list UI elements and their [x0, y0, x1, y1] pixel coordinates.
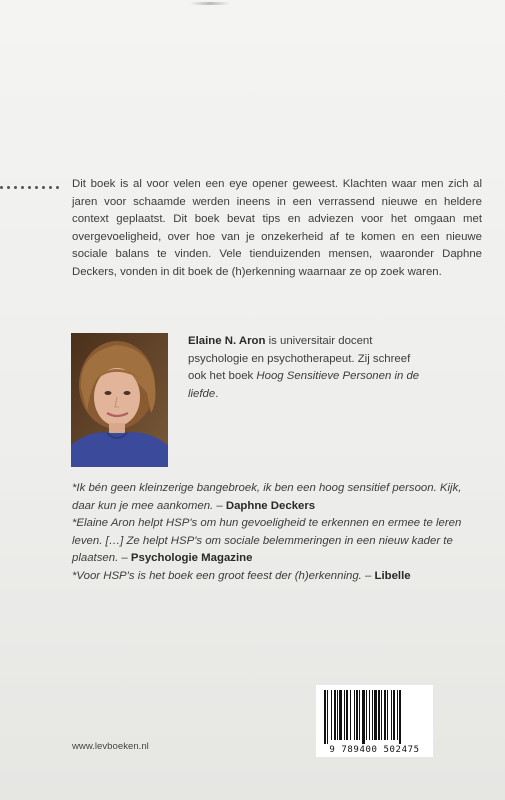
quote-text: *Elaine Aron helpt HSP's om hun gevoeligheid te erkennen en ermee te leren leven. […] Ze helpt HSP's om sociale belemmeringen in een nieuw kader te plaatsen. – [72, 517, 462, 565]
quote [72, 515, 482, 568]
author-photo [71, 333, 168, 467]
quote-source: Libelle [374, 569, 411, 582]
quote-text: *Voor HSP's is het boek een groot feest der (h)erkenning. – [72, 569, 375, 582]
author-name: Elaine N. Aron [188, 335, 266, 347]
bio-text: is universitair docent psychologie en psychotherapeut. Zij schreef ook het boek [188, 335, 411, 383]
bio-end: . [215, 387, 219, 400]
book-blurb: Dit boek is al voor velen een eye opener geweest. Klachten waar men zich al jaren voor schaamde werden ineens in een verrassend nieuwe en heldere context geplaatst. Dit boek bevat tips en adviezen voor het omgaan met overgevoeligheid, over hoe van je onzekerheid af te komen en een nieuwe sociale balans te vinden. Vele tienduizenden mensen, waaronder Daphne Deckers, vonden in dit boek de (h)erkenning waarnaar ze op zoek waren. [72, 178, 482, 278]
review-quotes [72, 480, 482, 586]
isbn-number: 9 789400 502475 [329, 745, 420, 755]
quote [72, 480, 482, 515]
dotted-leader [0, 184, 62, 190]
author-portrait-image [71, 333, 168, 467]
quote [72, 568, 482, 586]
publisher-website: www.levboeken.nl [72, 741, 149, 752]
isbn-barcode [316, 685, 433, 757]
barcode-icon [322, 690, 427, 744]
other-book-title: Hoog Sensitieve Personen in de liefde [188, 370, 420, 400]
author-bio [188, 333, 428, 403]
printer-mark [190, 2, 230, 5]
quote-source: Daphne Deckers [225, 499, 316, 512]
quote-source: Psychologie Magazine [130, 552, 253, 565]
quote-text: *Ik bén geen kleinzerige bangebroek, ik ben een hoog sensitief persoon. Kijk, daar kun je mee aankomen. – [72, 482, 462, 512]
